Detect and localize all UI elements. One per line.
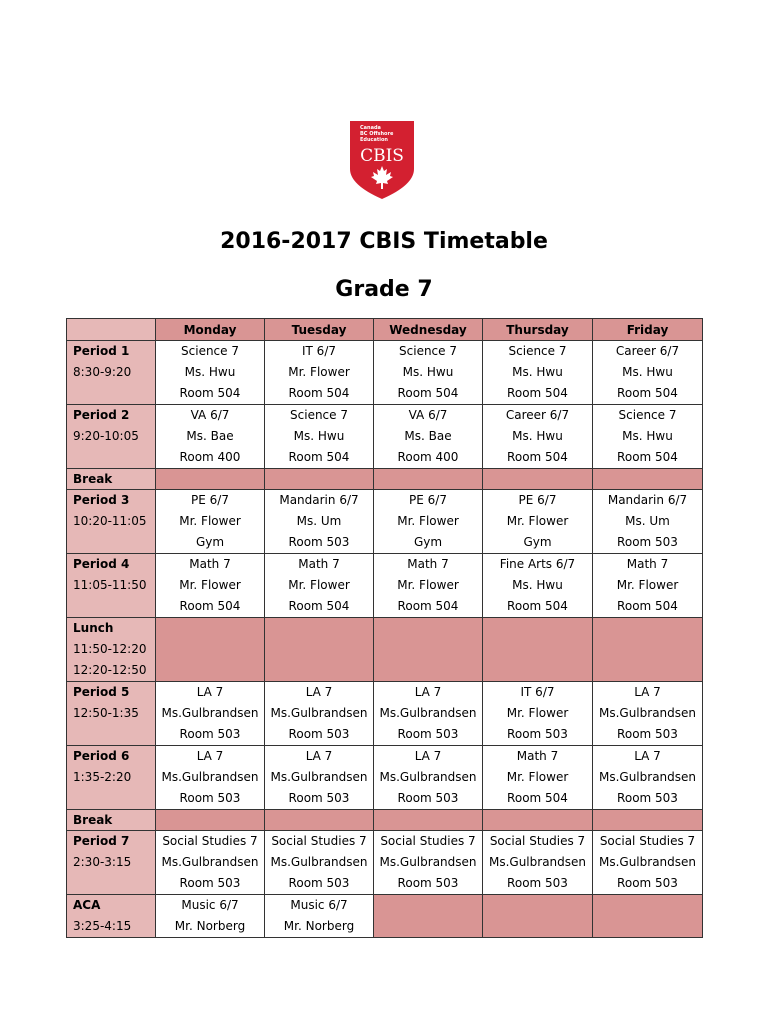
- class-subject: IT 6/7: [302, 344, 336, 358]
- class-cell: [374, 554, 483, 618]
- class-cell: [156, 746, 265, 810]
- class-cell: [265, 405, 374, 469]
- period-name: Break: [73, 813, 113, 827]
- table-row: [67, 746, 703, 810]
- empty-cell: [593, 810, 703, 831]
- class-teacher: Mr. Flower: [397, 514, 459, 528]
- class-teacher: Ms.Gulbrandsen: [379, 855, 477, 869]
- header-day: Friday: [593, 319, 703, 341]
- header-day: Wednesday: [374, 319, 483, 341]
- class-teacher: Mr. Flower: [506, 770, 569, 784]
- class-teacher: Ms. Hwu: [622, 429, 673, 443]
- empty-cell: [374, 895, 483, 938]
- class-cell: [483, 831, 593, 895]
- header-day: Tuesday: [265, 319, 374, 341]
- class-cell: [374, 831, 483, 895]
- class-subject: LA 7: [305, 749, 333, 763]
- class-cell: [156, 490, 265, 554]
- empty-cell: [483, 469, 593, 490]
- logo-small-text-1: Canada: [360, 125, 381, 131]
- class-teacher: Ms. Hwu: [402, 365, 454, 379]
- class-cell: [483, 341, 593, 405]
- class-subject: Music 6/7: [181, 898, 239, 912]
- class-subject: LA 7: [196, 685, 224, 699]
- class-teacher: Ms.Gulbrandsen: [270, 855, 368, 869]
- class-room: Room 504: [617, 450, 678, 464]
- class-room: Room 503: [179, 876, 241, 890]
- empty-cell: [374, 618, 483, 682]
- class-subject: LA 7: [196, 749, 224, 763]
- header-corner: [67, 319, 156, 341]
- class-teacher: Ms. Hwu: [512, 429, 563, 443]
- class-teacher: Ms.Gulbrandsen: [598, 855, 697, 869]
- class-subject: LA 7: [414, 685, 442, 699]
- period-name: ACA: [73, 898, 101, 912]
- class-room: Room 504: [288, 599, 350, 613]
- class-room: Gym: [195, 535, 225, 549]
- class-cell: [265, 895, 374, 938]
- period-time: 10:20-11:05: [73, 514, 147, 528]
- class-room: Room 503: [617, 535, 678, 549]
- class-room: Room 503: [397, 876, 459, 890]
- class-room: Room 503: [179, 791, 241, 805]
- page-subtitle: Grade 7: [335, 277, 433, 302]
- class-subject: Science 7: [181, 344, 239, 358]
- header-day: Monday: [156, 319, 265, 341]
- row-label: [67, 554, 156, 618]
- class-teacher: Mr. Norberg: [174, 919, 246, 933]
- class-room: Room 504: [179, 386, 241, 400]
- class-cell: [483, 746, 593, 810]
- class-teacher: Mr. Flower: [179, 514, 241, 528]
- empty-cell: [483, 810, 593, 831]
- class-teacher: Ms.Gulbrandsen: [598, 770, 697, 784]
- class-subject: Math 7: [189, 557, 231, 571]
- empty-cell: [265, 810, 374, 831]
- class-cell: [593, 746, 703, 810]
- period-name: Period 7: [73, 834, 130, 848]
- period-time: 2:30-3:15: [73, 855, 132, 869]
- class-subject: Science 7: [508, 344, 567, 358]
- class-room: Room 504: [397, 386, 459, 400]
- class-subject: Science 7: [399, 344, 457, 358]
- class-cell: [265, 554, 374, 618]
- row-label: [67, 682, 156, 746]
- table-row: [67, 810, 703, 831]
- class-cell: [483, 554, 593, 618]
- class-cell: [374, 746, 483, 810]
- class-cell: [156, 682, 265, 746]
- class-subject: Social Studies 7: [271, 834, 367, 848]
- period-name: Period 5: [73, 685, 130, 699]
- logo-small-text-2: BC Offshore: [360, 131, 394, 137]
- period-name: Period 2: [73, 408, 130, 422]
- period-time: 9:20-10:05: [73, 429, 139, 443]
- table-row: [67, 831, 703, 895]
- row-label: [67, 490, 156, 554]
- empty-cell: [593, 895, 703, 938]
- period-time: 1:35-2:20: [73, 770, 132, 784]
- class-teacher: Mr. Flower: [506, 514, 569, 528]
- class-room: Room 503: [617, 727, 678, 741]
- class-room: Room 503: [288, 535, 350, 549]
- class-cell: [593, 682, 703, 746]
- class-teacher: Mr. Flower: [288, 365, 350, 379]
- class-cell: [156, 831, 265, 895]
- class-room: Room 503: [507, 876, 568, 890]
- class-teacher: Mr. Flower: [179, 578, 241, 592]
- empty-cell: [156, 618, 265, 682]
- class-subject: Social Studies 7: [380, 834, 476, 848]
- period-time: 11:50-12:20: [73, 642, 147, 656]
- class-teacher: Ms. Um: [625, 514, 670, 528]
- table-row: [67, 554, 703, 618]
- empty-cell: [593, 469, 703, 490]
- row-label: [67, 618, 156, 682]
- class-cell: [265, 341, 374, 405]
- period-name: Period 6: [73, 749, 130, 763]
- header-day: Thursday: [483, 319, 593, 341]
- row-label: [67, 746, 156, 810]
- class-subject: Math 7: [298, 557, 340, 571]
- class-teacher: Mr. Flower: [616, 578, 679, 592]
- class-cell: [374, 490, 483, 554]
- class-room: Room 400: [397, 450, 459, 464]
- class-subject: Math 7: [516, 749, 559, 763]
- class-subject: Science 7: [290, 408, 348, 422]
- class-teacher: Ms.Gulbrandsen: [270, 706, 368, 720]
- empty-cell: [156, 469, 265, 490]
- class-cell: [593, 490, 703, 554]
- empty-cell: [156, 810, 265, 831]
- class-cell: [265, 746, 374, 810]
- class-cell: [265, 490, 374, 554]
- period-name: Break: [73, 472, 113, 486]
- class-subject: PE 6/7: [409, 493, 447, 507]
- class-subject: Social Studies 7: [489, 834, 586, 848]
- class-cell: [265, 682, 374, 746]
- class-teacher: Ms. Um: [296, 514, 342, 528]
- period-time: 11:05-11:50: [73, 578, 147, 592]
- class-room: Room 503: [617, 791, 678, 805]
- empty-cell: [265, 469, 374, 490]
- class-teacher: Ms.Gulbrandsen: [379, 706, 477, 720]
- class-teacher: Mr. Norberg: [283, 919, 355, 933]
- class-teacher: Ms.Gulbrandsen: [161, 855, 259, 869]
- class-teacher: Ms. Hwu: [184, 365, 236, 379]
- class-room: Room 503: [397, 791, 459, 805]
- row-label: [67, 469, 156, 490]
- class-subject: Social Studies 7: [162, 834, 258, 848]
- class-room: Room 504: [179, 599, 241, 613]
- table-row: [67, 682, 703, 746]
- class-subject: Fine Arts 6/7: [499, 557, 576, 571]
- class-teacher: Ms.Gulbrandsen: [488, 855, 587, 869]
- empty-cell: [265, 618, 374, 682]
- class-cell: [593, 341, 703, 405]
- class-room: Room 504: [288, 386, 350, 400]
- class-room: Room 503: [288, 791, 350, 805]
- period-name: Period 4: [73, 557, 130, 571]
- class-room: Room 400: [179, 450, 241, 464]
- class-subject: LA 7: [414, 749, 442, 763]
- class-subject: Career 6/7: [615, 344, 680, 358]
- class-subject: Mandarin 6/7: [607, 493, 688, 507]
- class-subject: PE 6/7: [518, 493, 557, 507]
- class-cell: [156, 341, 265, 405]
- class-teacher: Ms. Bae: [404, 429, 452, 443]
- class-teacher: Ms. Hwu: [293, 429, 345, 443]
- class-cell: [593, 405, 703, 469]
- class-subject: LA 7: [634, 749, 661, 763]
- class-cell: [265, 831, 374, 895]
- class-room: Gym: [413, 535, 443, 549]
- row-label: [67, 405, 156, 469]
- row-label: [67, 895, 156, 938]
- class-cell: [483, 682, 593, 746]
- class-cell: [593, 554, 703, 618]
- class-cell: [374, 405, 483, 469]
- class-subject: LA 7: [305, 685, 333, 699]
- class-teacher: Ms.Gulbrandsen: [270, 770, 368, 784]
- class-teacher: Ms. Hwu: [512, 365, 563, 379]
- period-name: Period 1: [73, 344, 130, 358]
- class-room: Gym: [523, 535, 552, 549]
- empty-cell: [483, 895, 593, 938]
- class-subject: Mandarin 6/7: [279, 493, 359, 507]
- empty-cell: [374, 469, 483, 490]
- class-room: Room 503: [507, 727, 568, 741]
- header-row: [67, 319, 703, 341]
- period-time: 3:25-4:15: [73, 919, 132, 933]
- period-time: 12:20-12:50: [73, 663, 147, 677]
- class-cell: [156, 405, 265, 469]
- class-room: Room 503: [179, 727, 241, 741]
- period-name: Lunch: [73, 621, 114, 635]
- class-subject: Music 6/7: [290, 898, 348, 912]
- class-subject: Science 7: [618, 408, 677, 422]
- class-teacher: Ms.Gulbrandsen: [598, 706, 697, 720]
- class-subject: VA 6/7: [408, 408, 448, 422]
- class-room: Room 503: [288, 876, 350, 890]
- class-teacher: Ms. Hwu: [622, 365, 673, 379]
- row-label: [67, 341, 156, 405]
- class-cell: [483, 405, 593, 469]
- class-teacher: Mr. Flower: [288, 578, 350, 592]
- class-room: Room 503: [397, 727, 459, 741]
- class-teacher: Ms.Gulbrandsen: [161, 706, 259, 720]
- class-teacher: Mr. Flower: [397, 578, 459, 592]
- class-cell: [374, 341, 483, 405]
- class-teacher: Ms.Gulbrandsen: [379, 770, 477, 784]
- empty-cell: [593, 618, 703, 682]
- period-name: Period 3: [73, 493, 130, 507]
- class-teacher: Ms. Hwu: [512, 578, 563, 592]
- logo-name: CBIS: [360, 146, 404, 166]
- class-room: Room 504: [617, 386, 678, 400]
- period-time: 12:50-1:35: [73, 706, 139, 720]
- page-title: 2016-2017 CBIS Timetable: [220, 229, 548, 254]
- cbis-logo: [348, 119, 416, 201]
- table-row: [67, 469, 703, 490]
- empty-cell: [374, 810, 483, 831]
- row-label: [67, 810, 156, 831]
- class-cell: [156, 554, 265, 618]
- class-cell: [156, 895, 265, 938]
- class-subject: Career 6/7: [505, 408, 570, 422]
- class-room: Room 504: [397, 599, 459, 613]
- class-teacher: Ms. Bae: [186, 429, 234, 443]
- table-row: [67, 341, 703, 405]
- class-room: Room 504: [507, 599, 568, 613]
- empty-cell: [483, 618, 593, 682]
- class-subject: Social Studies 7: [599, 834, 696, 848]
- class-room: Room 504: [507, 386, 568, 400]
- class-teacher: Ms.Gulbrandsen: [161, 770, 259, 784]
- class-cell: [593, 831, 703, 895]
- table-row: [67, 618, 703, 682]
- class-room: Room 503: [288, 727, 350, 741]
- class-cell: [483, 490, 593, 554]
- class-teacher: Mr. Flower: [506, 706, 569, 720]
- class-room: Room 504: [617, 599, 678, 613]
- class-subject: Math 7: [626, 557, 669, 571]
- timetable: [66, 318, 703, 938]
- period-time: 8:30-9:20: [73, 365, 132, 379]
- class-room: Room 504: [288, 450, 350, 464]
- class-subject: VA 6/7: [190, 408, 230, 422]
- table-row: [67, 405, 703, 469]
- class-cell: [374, 682, 483, 746]
- class-subject: Math 7: [407, 557, 449, 571]
- class-room: Room 504: [507, 791, 568, 805]
- logo-small-text-3: Education: [360, 137, 388, 143]
- row-label: [67, 831, 156, 895]
- table-row: [67, 895, 703, 938]
- class-room: Room 503: [617, 876, 678, 890]
- table-row: [67, 490, 703, 554]
- class-subject: IT 6/7: [520, 685, 555, 699]
- class-room: Room 504: [507, 450, 568, 464]
- class-subject: LA 7: [634, 685, 661, 699]
- timetable-body: [67, 341, 703, 938]
- class-subject: PE 6/7: [191, 493, 229, 507]
